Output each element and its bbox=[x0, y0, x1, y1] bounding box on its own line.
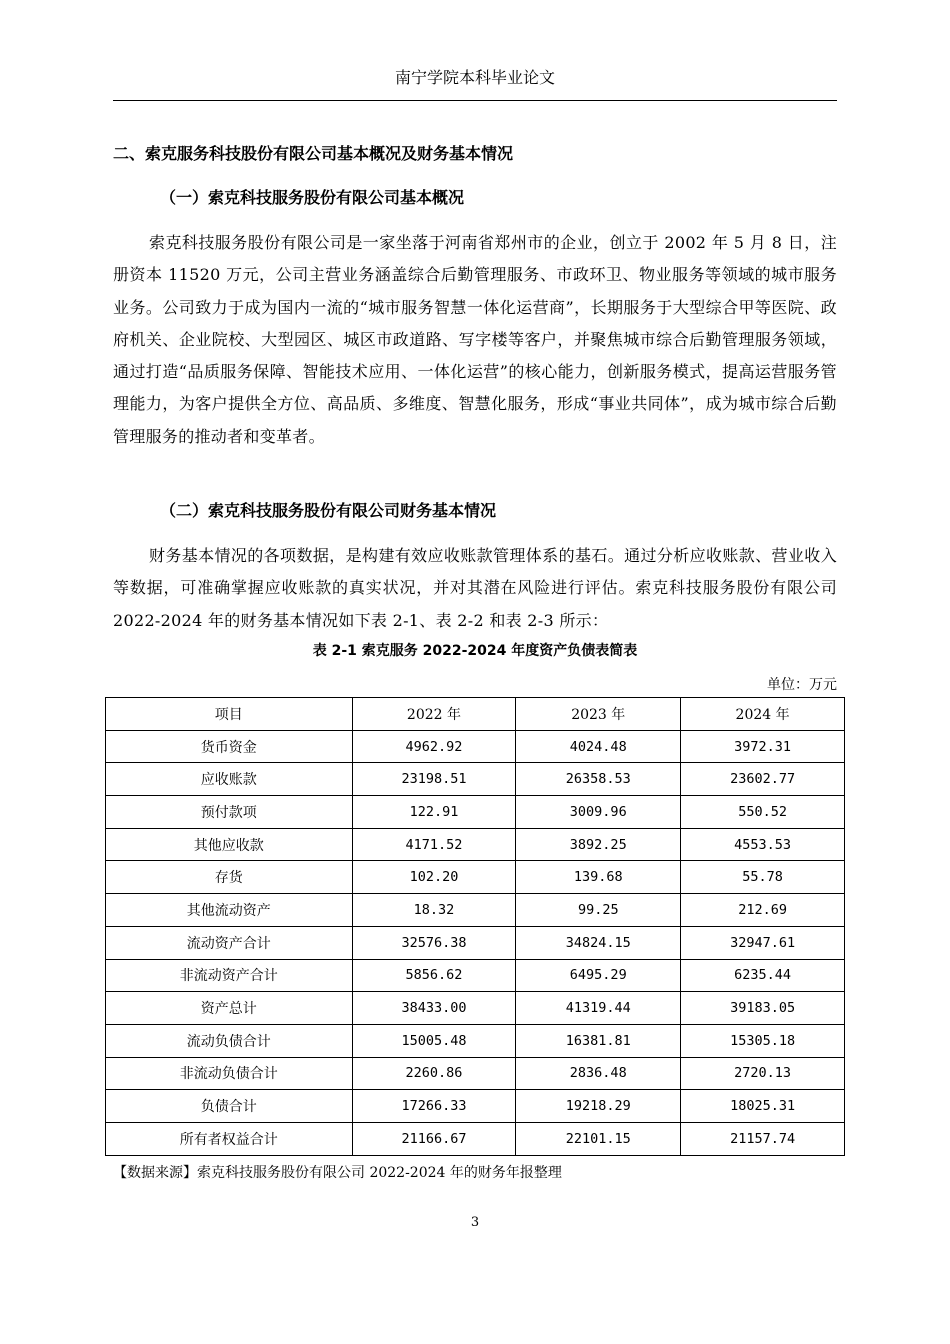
balance-sheet-table bbox=[105, 697, 845, 1156]
value-cell: 17266.33 bbox=[352, 1090, 516, 1123]
table-row bbox=[106, 992, 845, 1025]
table-caption: 表 2-1 索克服务 2022-2024 年度资产负债表简表 bbox=[312, 643, 638, 659]
value-cell: 4024.48 bbox=[516, 730, 681, 763]
page-number: 3 bbox=[470, 1215, 480, 1230]
table-row bbox=[106, 1057, 845, 1090]
table-row bbox=[106, 763, 845, 796]
value-cell: 34824.15 bbox=[516, 926, 681, 959]
value-cell: 6235.44 bbox=[681, 959, 845, 992]
header-rule bbox=[113, 100, 837, 101]
data-source-note: 【数据来源】索克科技服务股份有限公司 2022-2024 年的财务年报整理 bbox=[113, 1165, 562, 1181]
row-label-cell: 流动负债合计 bbox=[106, 1024, 353, 1057]
row-label-cell: 非流动负债合计 bbox=[106, 1057, 353, 1090]
value-cell: 23602.77 bbox=[681, 763, 845, 796]
value-cell: 19218.29 bbox=[516, 1090, 681, 1123]
row-label-cell: 非流动资产合计 bbox=[106, 959, 353, 992]
subsection-heading-2: （二）索克科技服务股份有限公司财务基本情况 bbox=[160, 501, 497, 520]
value-cell: 39183.05 bbox=[681, 992, 845, 1025]
section-heading: 二、索克服务科技股份有限公司基本概况及财务基本情况 bbox=[113, 144, 514, 163]
value-cell: 212.69 bbox=[681, 894, 845, 927]
value-cell: 2836.48 bbox=[516, 1057, 681, 1090]
table-row bbox=[106, 1024, 845, 1057]
value-cell: 2260.86 bbox=[352, 1057, 516, 1090]
table-unit: 单位：万元 bbox=[767, 677, 837, 693]
row-label-cell: 预付款项 bbox=[106, 796, 353, 829]
row-label-cell: 所有者权益合计 bbox=[106, 1122, 353, 1155]
value-cell: 99.25 bbox=[516, 894, 681, 927]
value-cell: 122.91 bbox=[352, 796, 516, 829]
value-cell: 18025.31 bbox=[681, 1090, 845, 1123]
value-cell: 41319.44 bbox=[516, 992, 681, 1025]
table-row bbox=[106, 861, 845, 894]
value-cell: 4171.52 bbox=[352, 828, 516, 861]
header-cell-2023: 2023 年 bbox=[516, 698, 681, 731]
header-cell-2022: 2022 年 bbox=[352, 698, 516, 731]
table-row bbox=[106, 1122, 845, 1155]
value-cell: 139.68 bbox=[516, 861, 681, 894]
table-row bbox=[106, 894, 845, 927]
row-label-cell: 流动资产合计 bbox=[106, 926, 353, 959]
table-row bbox=[106, 828, 845, 861]
value-cell: 15005.48 bbox=[352, 1024, 516, 1057]
value-cell: 21157.74 bbox=[681, 1122, 845, 1155]
table-row bbox=[106, 730, 845, 763]
overview-paragraph: 索克科技服务股份有限公司是一家坐落于河南省郑州市的企业，创立于 2002 年 5 月 8 日，注册资本 11520 万元，公司主营业务涵盖综合后勤管理服务、市政环卫、物业服务等领域的城市服务业务。公司致力于成为国内一流的“城市服务智慧一体化运营商”，长期服务于大型综合甲等医院、政府机关、企业院校、大型园区、城区市政道路、写字楼等客户，并聚焦城市综合后勤管理服务领域，通过打造“品质服务保障、智能技术应用、一体化运营”的核心能力，创新服务模式，提高运营服务管理能力，为客户提供全方位、高品质、多维度、智慧化服务，形成“事业共同体”，成为城市综合后勤管理服务的推动者和变革者。 bbox=[113, 233, 837, 446]
value-cell: 26358.53 bbox=[516, 763, 681, 796]
running-header: 南宁学院本科毕业论文 bbox=[394, 68, 555, 87]
value-cell: 55.78 bbox=[681, 861, 845, 894]
value-cell: 3972.31 bbox=[681, 730, 845, 763]
row-label-cell: 货币资金 bbox=[106, 730, 353, 763]
row-label-cell: 存货 bbox=[106, 861, 353, 894]
table-row bbox=[106, 959, 845, 992]
value-cell: 22101.15 bbox=[516, 1122, 681, 1155]
value-cell: 5856.62 bbox=[352, 959, 516, 992]
row-label-cell: 负债合计 bbox=[106, 1090, 353, 1123]
value-cell: 102.20 bbox=[352, 861, 516, 894]
subsection-heading-1: （一）索克科技服务股份有限公司基本概况 bbox=[160, 188, 465, 207]
value-cell: 18.32 bbox=[352, 894, 516, 927]
row-label-cell: 应收账款 bbox=[106, 763, 353, 796]
value-cell: 2720.13 bbox=[681, 1057, 845, 1090]
finance-paragraph: 财务基本情况的各项数据，是构建有效应收账款管理体系的基石。通过分析应收账款、营业收入等数据，可准确掌握应收账款的真实状况，并对其潜在风险进行评估。索克科技服务股份有限公司 2022-2024 年的财务基本情况如下表 2-1、表 2-2 和表 2-3 所示： bbox=[113, 546, 837, 630]
value-cell: 38433.00 bbox=[352, 992, 516, 1025]
value-cell: 15305.18 bbox=[681, 1024, 845, 1057]
table-row bbox=[106, 796, 845, 829]
row-label-cell: 其他流动资产 bbox=[106, 894, 353, 927]
row-label-cell: 其他应收款 bbox=[106, 828, 353, 861]
value-cell: 32947.61 bbox=[681, 926, 845, 959]
value-cell: 4962.92 bbox=[352, 730, 516, 763]
value-cell: 16381.81 bbox=[516, 1024, 681, 1057]
table-header-row bbox=[106, 698, 845, 731]
value-cell: 4553.53 bbox=[681, 828, 845, 861]
value-cell: 550.52 bbox=[681, 796, 845, 829]
header-cell-2024: 2024 年 bbox=[681, 698, 845, 731]
value-cell: 23198.51 bbox=[352, 763, 516, 796]
table-row bbox=[106, 926, 845, 959]
value-cell: 3009.96 bbox=[516, 796, 681, 829]
table-row bbox=[106, 1090, 845, 1123]
value-cell: 21166.67 bbox=[352, 1122, 516, 1155]
value-cell: 3892.25 bbox=[516, 828, 681, 861]
row-label-cell: 资产总计 bbox=[106, 992, 353, 1025]
value-cell: 6495.29 bbox=[516, 959, 681, 992]
value-cell: 32576.38 bbox=[352, 926, 516, 959]
header-cell-item: 项目 bbox=[106, 698, 353, 731]
